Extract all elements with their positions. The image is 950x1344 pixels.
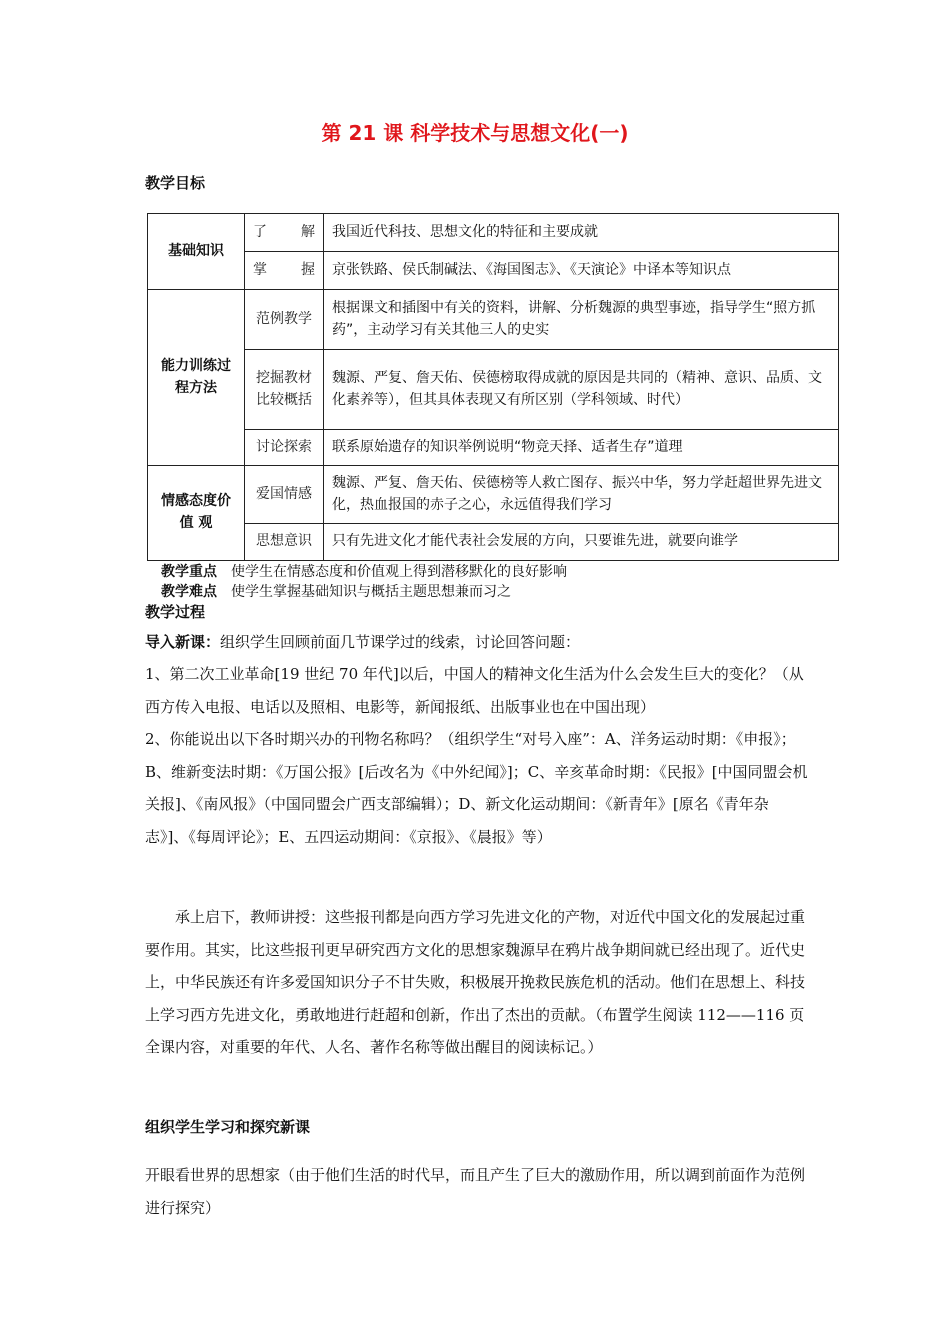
row-label: 了 解 <box>245 214 324 252</box>
category-basic-knowledge: 基础知识 <box>148 214 245 290</box>
key-point-label: 教学重点 <box>161 564 217 580</box>
intro-label: 导入新课： <box>145 633 221 651</box>
row-content: 联系原始遗存的知识举例说明“物竞天择、适者生存”道理 <box>324 430 839 466</box>
row-content: 魏源、严复、詹天佑、侯德榜等人救亡图存、振兴中华，努力学赶超世界先进文化，热血报国的赤子之心，永远值得我们学习 <box>324 466 839 524</box>
row-content: 我国近代科技、思想文化的特征和主要成就 <box>324 214 839 252</box>
page-title: 第 21 课 科学技术与思想文化(一) <box>321 121 629 145</box>
table-row <box>148 430 839 466</box>
table-row <box>148 252 839 290</box>
process-heading: 教学过程 <box>145 603 206 621</box>
difficulty-text: 使学生掌握基础知识与概括主题思想兼而习之 <box>231 584 511 600</box>
transition-paragraph: 承上启下，教师讲授：这些报刊都是向西方学习先进文化的产物，对近代中国文化的发展起过重要作用。其实，比这些报刊更早研究西方文化的思想家魏源早在鸦片战争期间就已经出现了。近代史上，中华民族还有许多爱国知识分子不甘失败，积极展开挽救民族危机的活动。他们在思想上、科技上学习西方先进文化，勇敢地进行赶超和创新，作出了杰出的贡献。（布置学生阅读 112——116 页全课内容，对重要的年代、人名、著作名称等做出醒目的阅读标记。） <box>145 908 806 1056</box>
objectives-heading: 教学目标 <box>145 174 206 192</box>
key-point-text: 使学生在情感态度和价值观上得到潜移默化的良好影响 <box>231 564 567 580</box>
row-content: 魏源、严复、詹天佑、侯德榜取得成就的原因是共同的（精神、意识、品质、文化素养等），但其具体表现又有所区别（学科领域、时代） <box>324 350 839 430</box>
table-row <box>148 214 839 252</box>
row-content: 只有先进文化才能代表社会发展的方向，只要谁先进，就要向谁学 <box>324 524 839 561</box>
table-row <box>148 350 839 430</box>
row-label: 思想意识 <box>245 524 324 561</box>
intro-text: 组织学生回顾前面几节课学过的线索，讨论回答问题： <box>220 633 581 651</box>
table-row <box>148 466 839 524</box>
table-row <box>148 524 839 561</box>
row-label: 挖掘教材比较概括 <box>245 350 324 430</box>
intro-paragraph <box>145 626 810 659</box>
difficulty <box>161 581 511 601</box>
section2-text: 开眼看世界的思想家（由于他们生活的时代早，而且产生了巨大的激励作用，所以调到前面作为范例进行探究） <box>145 1166 806 1217</box>
question-1: 1、第二次工业革命[19 世纪 70 年代]以后，中国人的精神文化生活为什么会发生巨大的变化？（从西方传入电报、电话以及照相、电影等，新闻报纸、出版事业也在中国出现） <box>145 665 804 716</box>
section2-heading: 组织学生学习和探究新课 <box>145 1118 311 1136</box>
category-emotion-values: 情感态度价 值 观 <box>148 466 245 561</box>
question-2: 2、你能说出以下各时期兴办的刊物名称吗？（组织学生“对号入座”：A、洋务运动时期：《申报》；B、维新变法时期：《万国公报》[后改名为《中外纪闻》]；C、辛亥革命时期：《民报》[中国同盟会机关报]、《南风报》（中国同盟会广西支部编辑）；D、新文化运动期间：《新青年》[原名《青年杂志》]、《每周评论》；E、五四运动期间：《京报》、《晨报》等） <box>145 730 808 846</box>
objectives-table <box>147 213 839 561</box>
row-label: 掌 握 <box>245 252 324 290</box>
category-ability-training: 能力训练过程方法 <box>148 290 245 466</box>
row-label: 讨论探索 <box>245 430 324 466</box>
table-row <box>148 290 839 350</box>
row-content: 京张铁路、侯氏制碱法、《海国图志》、《天演论》中译本等知识点 <box>324 252 839 290</box>
difficulty-label: 教学难点 <box>161 584 217 600</box>
row-label: 范例教学 <box>245 290 324 350</box>
row-label: 爱国情感 <box>245 466 324 524</box>
row-content: 根据课文和插图中有关的资料，讲解、分析魏源的典型事迹，指导学生“照方抓药”，主动学习有关其他三人的史实 <box>324 290 839 350</box>
key-point <box>161 561 567 581</box>
